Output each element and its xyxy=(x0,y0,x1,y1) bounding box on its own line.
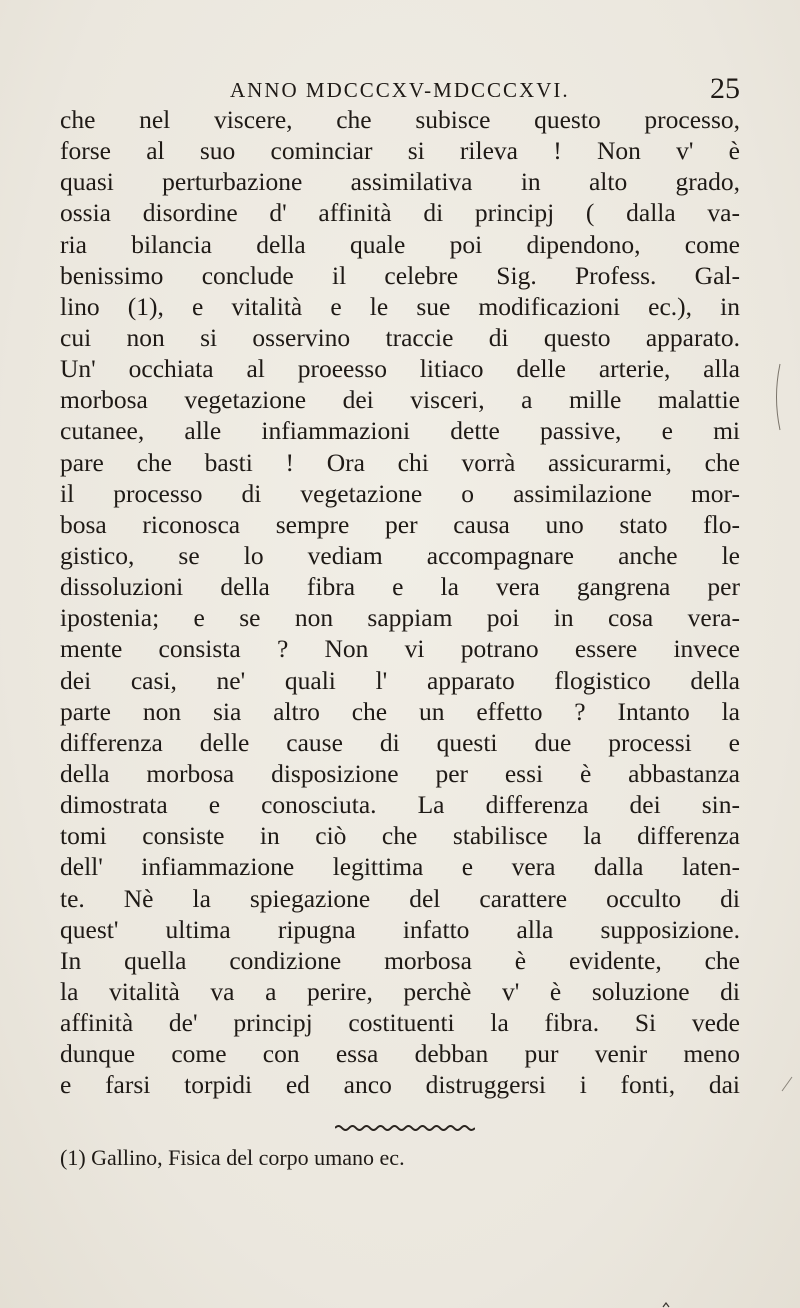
text-line: della morbosa disposizione per essi è abbastanza xyxy=(60,758,740,788)
text-line: differenza delle cause di questi due processi e xyxy=(60,727,740,757)
text-line: te. Nè la spiegazione del carattere occulto di xyxy=(60,883,740,913)
text-line: tomi consiste in ciò che stabilisce la differenza xyxy=(60,821,740,851)
text-line: affinità de' principj costituenti la fibra. Si vede xyxy=(60,1008,740,1038)
margin-stray-mark xyxy=(780,1075,794,1093)
text-line: il processo di vegetazione o assimilazione mor- xyxy=(60,478,740,508)
text-line: forse al suo cominciar si rileva ! Non v' è xyxy=(60,136,740,166)
text-line: morbosa vegetazione dei visceri, a mille malattie xyxy=(60,385,740,415)
text-line: bosa riconosca sempre per causa uno stato flo- xyxy=(60,509,740,539)
running-head: ANNO MDCCCXV-MDCCCXVI. xyxy=(230,78,570,102)
text-line: ria bilancia della quale poi dipendono, come xyxy=(60,229,740,259)
text-line: benissimo conclude il celebre Sig. Profess. Gal- xyxy=(60,260,740,290)
footnote: (1) Gallino, Fisica del corpo umano ec. xyxy=(60,1145,405,1170)
text-line: dell' infiammazione legittima e vera dalla laten- xyxy=(60,852,740,882)
text-line: parte non sia altro che un effetto ? Intanto la xyxy=(60,696,740,726)
text-line: dei casi, ne' quali l' apparato flogistico della xyxy=(60,665,740,695)
text-line: pare che basti ! Ora chi vorrà assicurarmi, che xyxy=(60,447,740,477)
text-line: e farsi torpidi ed anco distruggersi i fonti, dai xyxy=(60,1070,740,1100)
page-number: 25 xyxy=(710,72,740,105)
text-line: In quella condizione morbosa è evidente, che xyxy=(60,945,740,975)
text-line: gistico, se lo vediam accompagnare anche le xyxy=(60,540,740,570)
text-line: dissoluzioni della fibra e la vera gangrena per xyxy=(60,572,740,602)
text-line: dimostrata e conosciuta. La differenza dei sin- xyxy=(60,790,740,820)
text-line: cui non si osservino traccie di questo apparato. xyxy=(60,322,740,352)
text-line: dunque come con essa debban pur venir meno xyxy=(60,1039,740,1069)
text-line: ossia disordine d' affinità di principj ( dalla va- xyxy=(60,198,740,228)
ink-blot xyxy=(662,1302,670,1308)
text-line: quasi perturbazione assimilativa in alto grado, xyxy=(60,167,740,197)
text-line: ipostenia; e se non sappiam poi in cosa vera- xyxy=(60,603,740,633)
text-line: Un' occhiata al proeesso litiaco delle arterie, alla xyxy=(60,354,740,384)
text-line: cutanee, alle infiammazioni dette passive, e mi xyxy=(60,416,740,446)
text-line: che nel viscere, che subisce questo processo, xyxy=(60,105,740,134)
text-line: quest' ultima ripugna infatto alla supposizione. xyxy=(60,914,740,944)
ornament-divider xyxy=(335,1124,475,1132)
text-line: la vitalità va a perire, perchè v' è soluzione di xyxy=(60,976,740,1006)
text-line: lino (1), e vitalità e le sue modificazioni ec.), in xyxy=(60,291,740,321)
margin-bracket-mark xyxy=(772,362,782,432)
body-text xyxy=(60,104,740,1101)
text-line: mente consista ? Non vi potrano essere invece xyxy=(60,634,740,664)
